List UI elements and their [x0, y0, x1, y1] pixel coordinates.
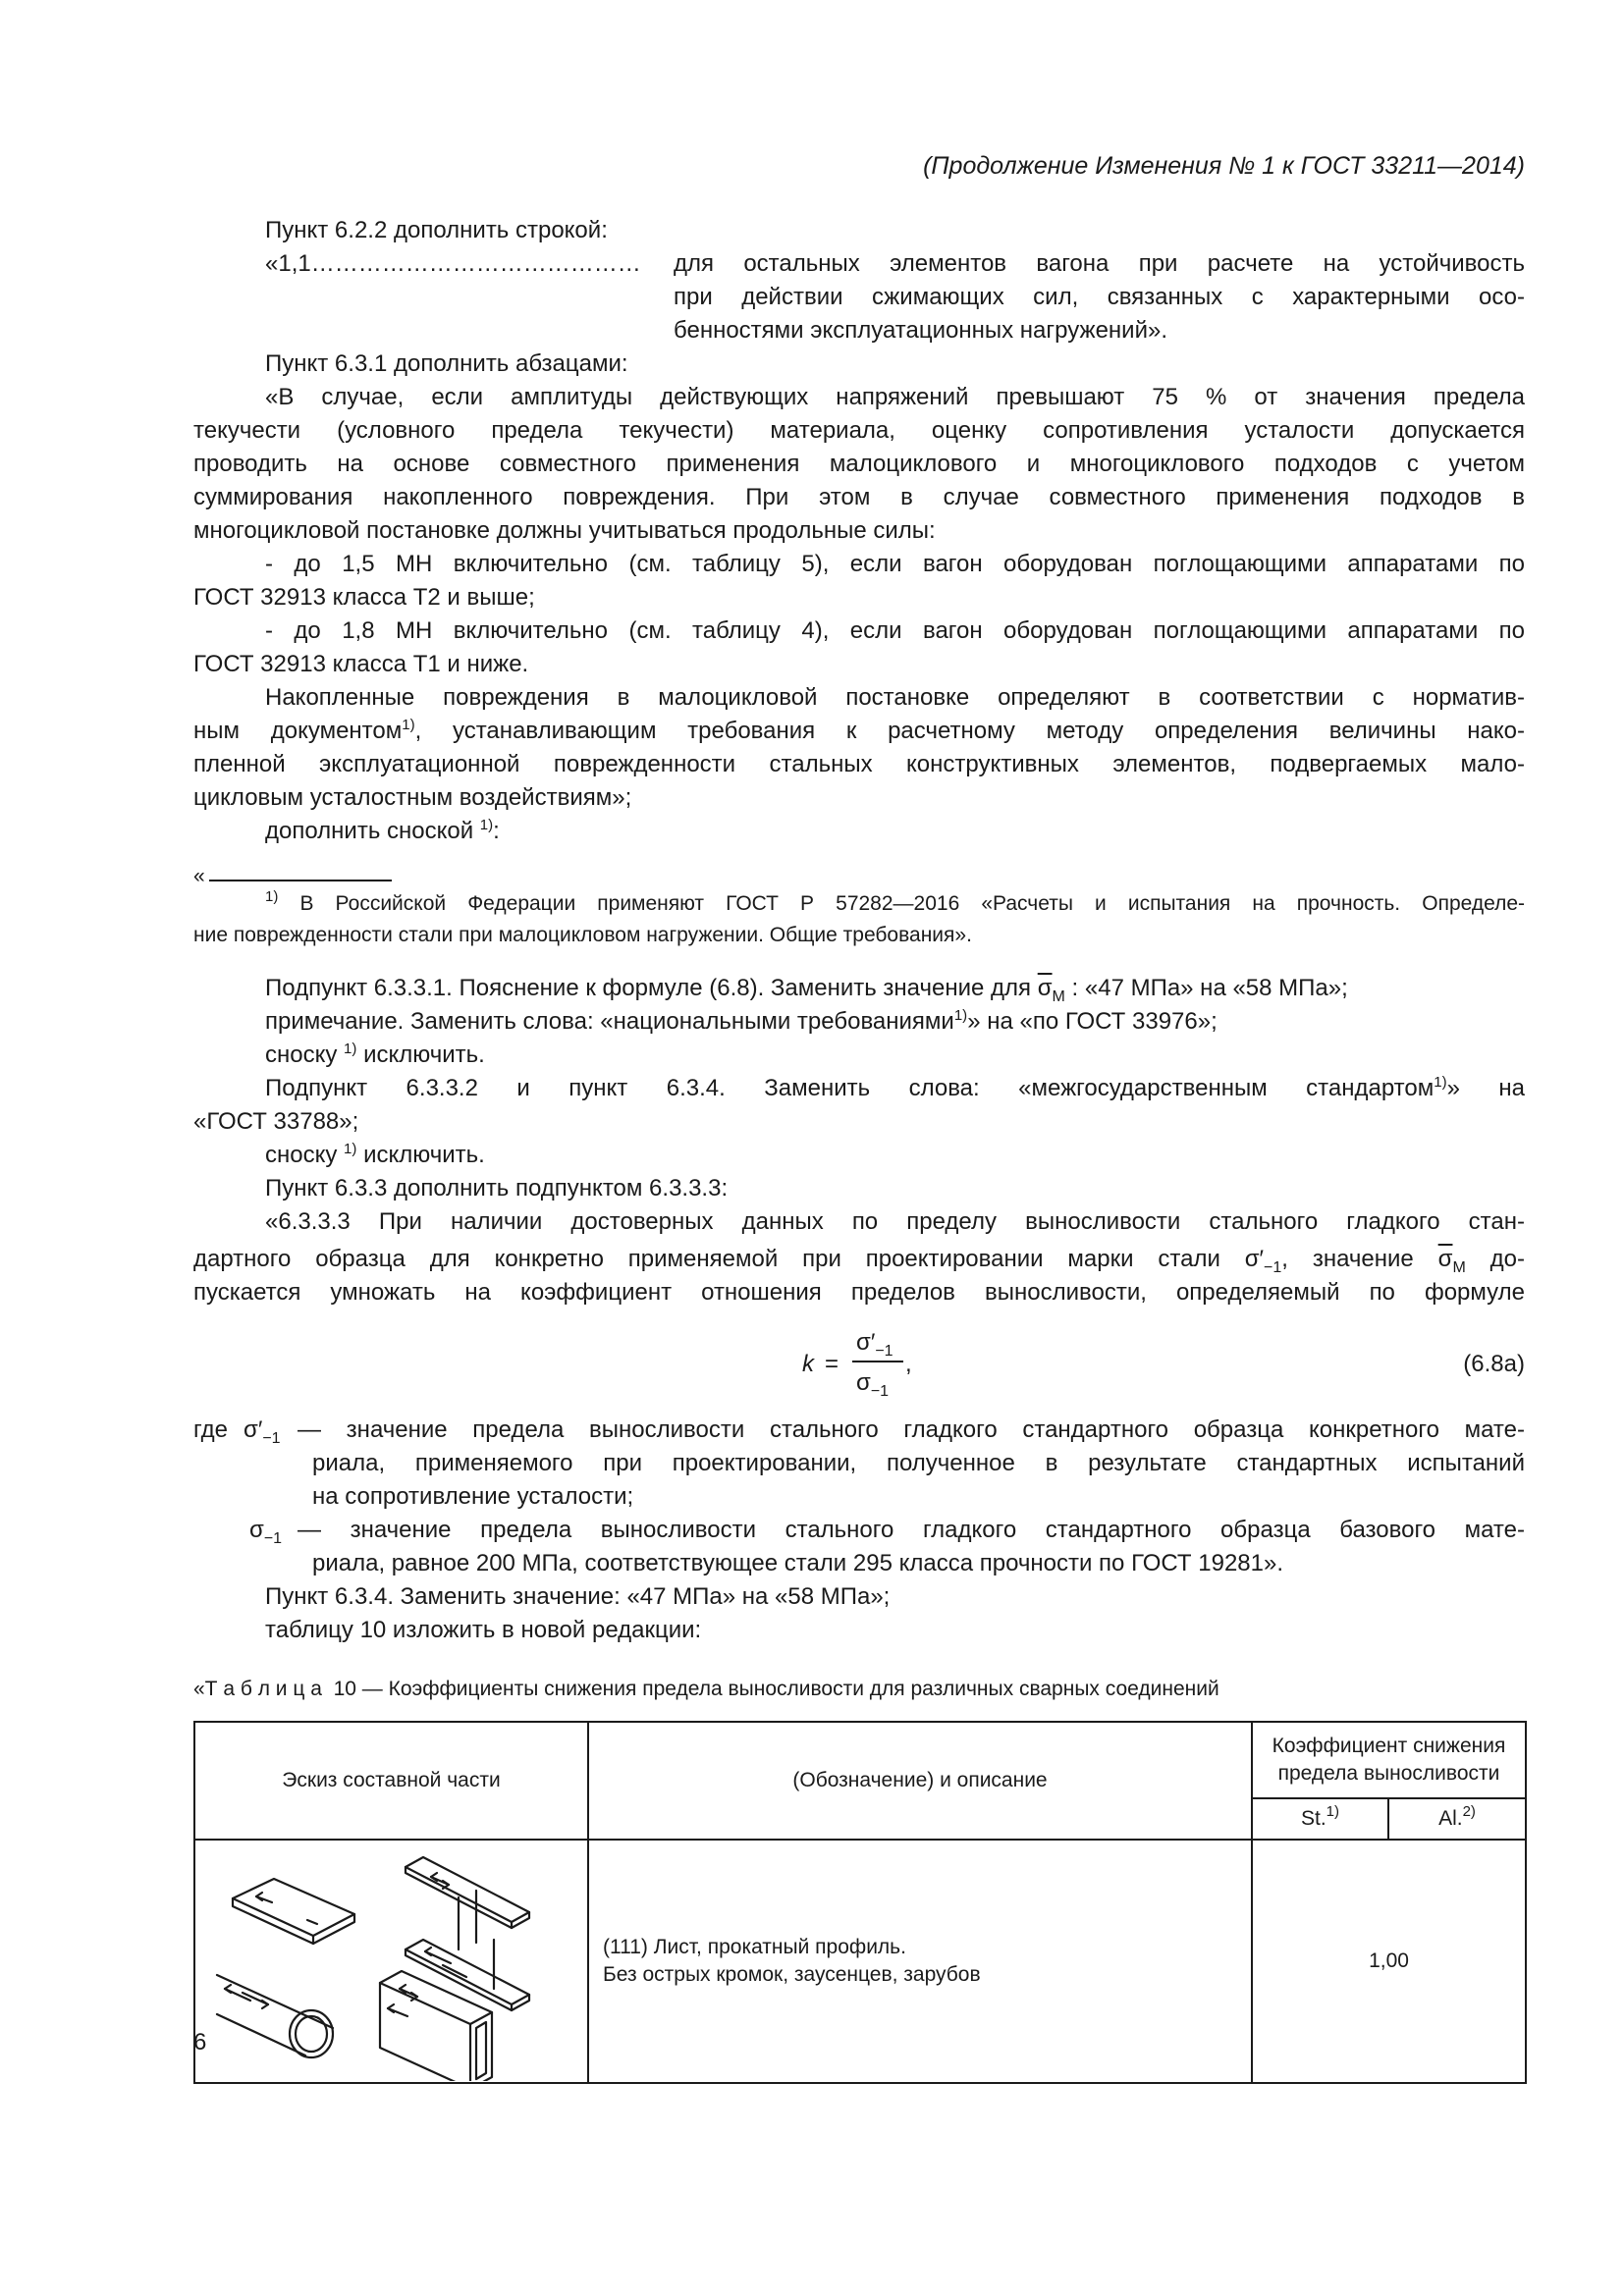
p6333-intro: Пункт 6.3.3 дополнить подпунктом 6.3.3.3:: [265, 1175, 729, 1201]
p634-line: таблицу 10 изложить в новой редакции:: [265, 1617, 702, 1643]
header-sketch: Эскиз составной части: [194, 1722, 588, 1840]
formula-comma: ,: [905, 1351, 912, 1377]
p631-intro: Пункт 6.3.1 дополнить абзацами:: [265, 350, 628, 377]
where-symbol: $\sigma_{-1}$: [249, 1517, 283, 1547]
coefficient-value-cell: 1,00: [1252, 1840, 1526, 2083]
p622-intro: Пункт 6.2.2 дополнить строкой:: [265, 217, 608, 243]
steel-profiles-sketch: [195, 1842, 585, 2081]
where-def-line: на сопротивление усталости;: [312, 1483, 634, 1510]
formula-fraction-bar: [852, 1361, 903, 1362]
header-coefficient-line: Коэффициент снижения: [1272, 1735, 1506, 1757]
p631-par1-line: суммирования накопленного повреждения. При этом в случае совместного применения подходов в: [193, 484, 1525, 510]
p6333-line: «6.3.3.3 При наличии достоверных данных по пределу выносливости стального гладкого стан-: [265, 1208, 1525, 1235]
footnote-open-quote: «: [193, 865, 205, 887]
p6332-line: «ГОСТ 33788»;: [193, 1108, 359, 1135]
p631-par1-line: многоцикловой постановке должны учитываться продольные силы:: [193, 517, 936, 544]
where-symbol: $\sigma'_{-1}$: [244, 1416, 281, 1447]
header-al: Al.$^{2)}$: [1388, 1798, 1526, 1840]
tube-sketch: [217, 1975, 333, 2028]
formula-denominator: $\sigma_{-1}$: [856, 1369, 890, 1400]
header-coefficient: [1252, 1722, 1526, 1798]
formula-k: k: [802, 1351, 814, 1377]
p6333-line: дартного образца для конкретно применяемой при проектировании марки стали $\sigma'_{-1}$, значение $\overline{\sigma}_M$ до-: [193, 1246, 1526, 1276]
table-caption: «Т а б л и ц а 10 — Коэффициенты снижения предела выносливости для различных сварных соединений: [193, 1678, 1219, 1700]
p622-desc-line: бенностями эксплуатационных нагружений».: [674, 317, 1167, 344]
where-def-line: риала, применяемого при проектировании, полученное в результате стандартных испытаний: [312, 1450, 1525, 1476]
p631-par1-line: проводить на основе совместного применения малоциклового и многоциклового подходов с учетом: [193, 451, 1525, 477]
sketch-cell: [194, 1840, 588, 2083]
p631-par2-line: Накопленные повреждения в малоцикловой постановке определяют в соответствии с норматив-: [265, 684, 1525, 711]
description-cell: [588, 1840, 1252, 2083]
p631-item2-line: ГОСТ 32913 класса Т1 и ниже.: [193, 651, 529, 677]
p631-par2-line: цикловым усталостным воздействиям»;: [193, 784, 632, 811]
formula-numerator: $\sigma'_{-1}$: [856, 1329, 893, 1360]
p634-line: Пункт 6.3.4. Заменить значение: «47 МПа» на «58 МПа»;: [265, 1583, 891, 1610]
p631-footnote-intro: дополнить сноской $^{1)}$:: [265, 817, 500, 844]
table-row: [194, 1840, 1526, 2083]
p622-desc-line: при действии сжимающих сил, связанных с характерными осо-: [674, 284, 1525, 310]
description-line: Без острых кромок, заусенцев, зарубов: [603, 1963, 981, 1986]
p631-par1-line: «В случае, если амплитуды действующих напряжений превышают 75 % от значения предела: [265, 384, 1525, 410]
page-number: 6: [193, 2029, 207, 2056]
square-tube-sketch: [380, 1971, 492, 2024]
p6331-line: сноску $^{1)}$ исключить.: [265, 1041, 485, 1068]
where-def-line: риала, равное 200 МПа, соответствующее стали 295 класса прочности по ГОСТ 19281».: [312, 1550, 1284, 1576]
p6332-line: сноску $^{1)}$ исключить.: [265, 1141, 485, 1168]
p631-item2-line: - до 1,8 МН включительно (см. таблицу 4), если вагон оборудован поглощающими аппаратами по: [265, 617, 1525, 644]
p622-desc-line: для остальных элементов вагона при расчете на устойчивость: [674, 250, 1525, 277]
footnote-line: $^{1)}$ В Российской Федерации применяют ГОСТ Р 57282—2016 «Расчеты и испытания на прочность. Определе-: [265, 888, 1525, 915]
where-def-line: — значение предела выносливости стального гладкого стандартного образца базового мате-: [298, 1517, 1525, 1543]
formula-equals: =: [825, 1351, 839, 1377]
p6331-line: Подпункт 6.3.3.1. Пояснение к формуле (6.8). Заменить значение для $\overline{\sigma}_M$ : «47 МПа» на «58 МПа»;: [265, 975, 1348, 1005]
ibeam-sketch: [406, 1857, 529, 1922]
formula-number: (6.8а): [1463, 1351, 1525, 1377]
table-10: [193, 1721, 1527, 2084]
p631-par1-line: текучести (условного предела текучести) материала, оценку сопротивления усталости допускается: [193, 417, 1525, 444]
p631-par2-line: пленной эксплуатационной поврежденности стальных конструктивных элементов, подвергаемых мало-: [193, 751, 1525, 777]
page-header: (Продолжение Изменения № 1 к ГОСТ 33211—2014): [923, 152, 1525, 180]
where-def-line: — значение предела выносливости стального гладкого стандартного образца конкретного мате-: [298, 1416, 1525, 1443]
p622-value: «1,1……………………………………: [265, 250, 641, 277]
p6331-line: примечание. Заменить слова: «национальными требованиями$^{1)}$» на «по ГОСТ 33976»;: [265, 1007, 1218, 1035]
header-st: St.$^{1)}$: [1252, 1798, 1388, 1840]
footnote-separator: [209, 880, 392, 881]
plate-sketch: [233, 1879, 354, 1936]
p6332-line: Подпункт 6.3.3.2 и пункт 6.3.4. Заменить слова: «межгосударственным стандартом$^{1)}$» на: [265, 1074, 1525, 1101]
header-description: (Обозначение) и описание: [588, 1722, 1252, 1840]
header-coefficient-line: предела выносливости: [1277, 1762, 1500, 1785]
p6333-line: пускается умножать на коэффициент отношения пределов выносливости, определяемый по формуле: [193, 1279, 1525, 1306]
footnote-line: ние поврежденности стали при малоцикловом нагружении. Общие требования».: [193, 924, 972, 946]
description-line: (111) Лист, прокатный профиль.: [603, 1936, 906, 1958]
p631-item1-line: - до 1,5 МН включительно (см. таблицу 5), если вагон оборудован поглощающими аппаратами по: [265, 551, 1525, 577]
where-label: где: [193, 1416, 229, 1443]
p631-item1-line: ГОСТ 32913 класса Т2 и выше;: [193, 584, 535, 611]
p631-par2-line: ным документом$^{1)}$, устанавливающим требования к расчетному методу определения величины нако-: [193, 717, 1525, 744]
